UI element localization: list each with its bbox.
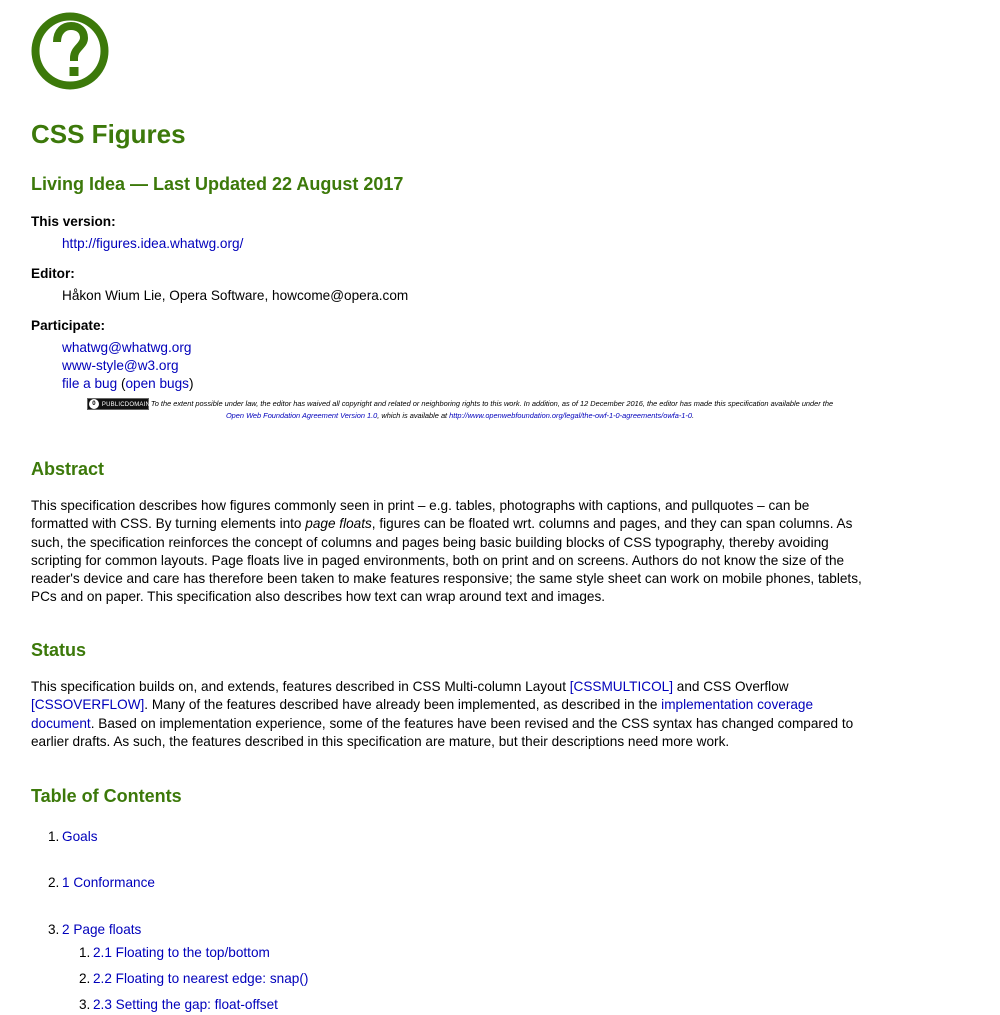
whatwg-mail-link[interactable]: whatwg@whatwg.org	[62, 340, 192, 355]
owf-agreement-link[interactable]: Open Web Foundation Agreement Version 1.0	[225, 411, 378, 421]
open-bugs-link[interactable]: open bugs	[125, 376, 189, 391]
toc-subitem	[62, 944, 871, 962]
page-floats-term: page floats	[305, 516, 372, 532]
paren-open: (	[120, 376, 126, 391]
toc-item-page-floats	[31, 921, 871, 1015]
toc-heading: Table of Contents	[31, 786, 182, 806]
implementation-coverage-link[interactable]: implementation coverage document	[31, 697, 814, 731]
toc-number: 3.	[48, 921, 60, 937]
toc-subitem	[62, 970, 871, 988]
page-title: CSS Figures	[31, 119, 186, 149]
public-domain-badge[interactable]	[87, 398, 149, 410]
license-text-middle: , which is available at	[377, 411, 448, 421]
www-style-mail-link[interactable]: www-style@w3.org	[62, 358, 179, 373]
editor-label: Editor:	[31, 266, 75, 281]
toc-link-goals[interactable]: Goals	[62, 829, 98, 844]
toc-link-page-floats[interactable]: 2 Page floats	[62, 921, 142, 937]
file-bug-link[interactable]: file a bug	[62, 376, 118, 391]
badge-text: PUBLICDOMAIN	[101, 402, 150, 409]
toc-subitem	[62, 996, 871, 1014]
license-text-before: To the extent possible under law, the editor has waived all copyright and related or neighboring rights to this work. In addition, as of 12 December 2016, the editor has made this specification available under the	[150, 399, 834, 408]
paren-close: )	[188, 376, 194, 391]
toc-number: 1.	[48, 829, 60, 844]
this-version-label: This version:	[31, 214, 116, 229]
toc-item-goals	[31, 828, 871, 846]
toc-number: 2.	[48, 875, 60, 891]
status-heading: Status	[31, 640, 87, 660]
bug-links	[62, 375, 871, 393]
toc-number: 2.	[79, 971, 91, 987]
toc-number: 3.	[79, 997, 91, 1013]
toc-item-conformance	[31, 874, 871, 892]
table-of-contents	[31, 826, 871, 1015]
abstract-heading: Abstract	[31, 459, 105, 479]
editor-value: Håkon Wium Lie, Opera Software, howcome@opera.com	[62, 288, 409, 303]
status-text: This specification builds on, and extends, features described in CSS Multi-column Layout [CSSMULTICOL] and CSS Overflow [CSSOVERFLOW]. Many of the features described have already been implemented, as described in the implementation coverage document. Based on implementation experience, some of the features have been revised and the CSS syntax has changed compared to earlier drafts. As such, the features described in this specification are mature, but their descriptions need more work.	[31, 679, 854, 749]
participate-label: Participate:	[31, 318, 106, 333]
license-text-end: .	[691, 411, 695, 421]
question-mark-circle-icon	[31, 12, 109, 90]
toc-link-floating-top-bottom[interactable]: 2.1 Floating to the top/bottom	[93, 944, 270, 960]
cc-zero-icon: 0	[89, 399, 99, 409]
this-version-link[interactable]: http://figures.idea.whatwg.org/	[62, 236, 244, 251]
toc-link-float-offset[interactable]: 2.3 Setting the gap: float-offset	[93, 997, 278, 1013]
abstract-text: This specification describes how figures commonly seen in print – e.g. tables, photographs with captions, and pullquotes – can be formatted with CSS. By turning elements into page floats, figures can be floated wrt. columns and pages, and they can span columns. As such, the specification reinforces the concept of columns and pages being basic building blocks of CSS typography, thereby avoiding scripting for common layouts. Page floats live in paged environments, both on print and on screens. Authors do not know the size of the reader's device and care has therefore been taken to make features responsive; the same style sheet can work on mobile phones, tablets, PCs and on paper. This specification also describes how text can wrap around text and images.	[31, 498, 862, 605]
license-notice	[40, 398, 880, 421]
spec-metadata	[31, 213, 871, 393]
toc-number: 1.	[79, 944, 91, 960]
cssmulticol-ref-link[interactable]: [CSSMULTICOL]	[569, 679, 673, 694]
owf-url-link[interactable]: http://www.openwebfoundation.org/legal/the-owf-1-0-agreements/owfa-1-0	[449, 411, 692, 421]
page-subtitle: Living Idea — Last Updated 22 August 2017	[31, 174, 404, 194]
toc-link-snap[interactable]: 2.2 Floating to nearest edge: snap()	[93, 971, 309, 987]
cssoverflow-ref-link[interactable]: [CSSOVERFLOW]	[31, 697, 145, 713]
toc-link-conformance[interactable]: 1 Conformance	[62, 875, 155, 891]
